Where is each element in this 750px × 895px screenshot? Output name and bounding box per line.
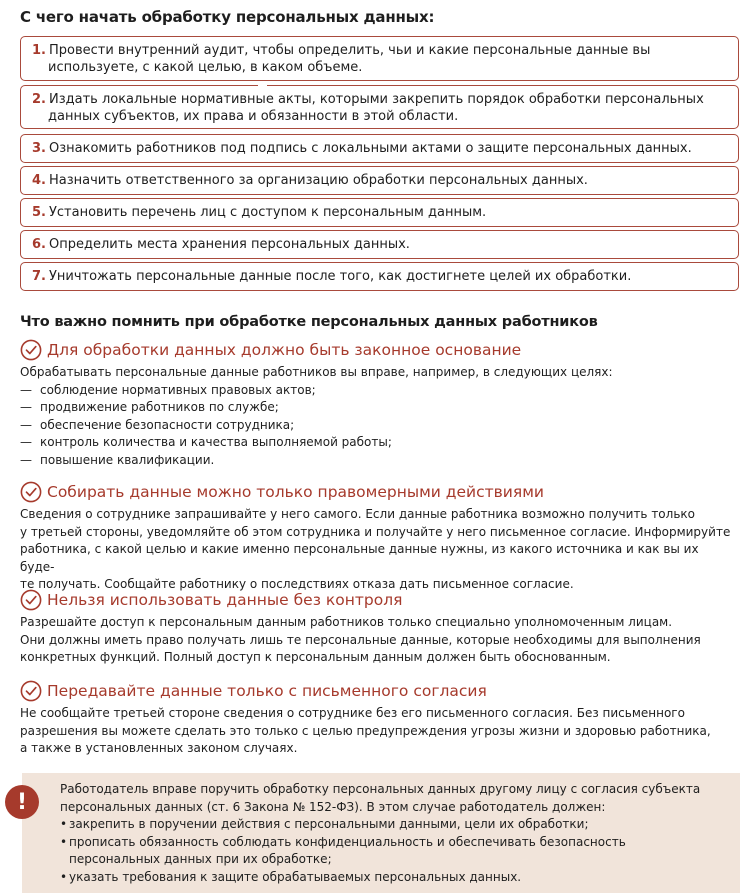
paragraph-line: а также в установленных законом случаях. (20, 741, 298, 755)
step-number: 4. (32, 173, 46, 188)
step-item (20, 36, 739, 81)
rule-body (20, 705, 735, 758)
section-title-remember: Что важно помнить при обработке персональных данных работников (20, 314, 598, 330)
rule-body (20, 364, 735, 469)
dash-bullet: — (20, 417, 32, 432)
note-text (60, 781, 730, 886)
step-number: 6. (32, 237, 46, 252)
bullet-dot: • (60, 834, 68, 849)
step-number: 7. (32, 269, 46, 284)
step-item (20, 262, 739, 291)
paragraph-line: Не сообщайте третьей стороне сведения о сотруднике без его письменного согласия. Без письменного (20, 706, 685, 720)
note-bullet-text: указать требования к защите обрабатываемых персональных данных. (69, 869, 522, 884)
dash-bullet: — (20, 400, 32, 414)
paragraph-line: Разрешайте доступ к персональным данным работников только специально уполномоченным лицам. (20, 615, 673, 629)
list-item-text: соблюдение нормативных правовых актов; (40, 382, 316, 397)
rule-title: Для обработки данных должно быть законное основание (47, 341, 522, 359)
border-gap (258, 84, 267, 87)
paragraph-line: конкретных функций. Полный доступ к персональным данным должен быть обоснованным. (20, 650, 611, 664)
section-title-getting-started: С чего начать обработку персональных данных: (20, 8, 435, 26)
list-item-text: обеспечение безопасности сотрудника; (40, 417, 295, 432)
paragraph-line: те получать. Сообщайте работнику о последствиях отказа дать письменное согласие. (20, 577, 574, 591)
rule-heading (20, 680, 487, 702)
rule-title: Собирать данные можно только правомерными действиями (47, 483, 544, 501)
step-text: Уничтожать персональные данные после того, как достигнете целей их обработки. (48, 269, 632, 284)
list-item (20, 417, 735, 435)
step-item (20, 230, 739, 259)
step-text: Издать локальные нормативные акты, которыми закрепить порядок обработки персональных (48, 92, 704, 107)
list-item (20, 434, 735, 452)
note-bullet-item (60, 816, 730, 834)
list-item (20, 399, 735, 417)
bullet-dot: • (60, 817, 68, 831)
exclamation-icon: ! (5, 785, 39, 819)
paragraph-line: работника, с какой целью и какие именно персональные данные нужны, из какого источника и как вы их буде- (20, 542, 699, 574)
dash-bullet: — (20, 452, 32, 467)
check-circle-icon (20, 589, 42, 611)
dash-bullet: — (20, 435, 32, 449)
step-text-cont: используете, с какой целью, в каком объеме. (48, 60, 363, 75)
rule-title: Нельзя использовать данные без контроля (47, 591, 403, 609)
step-text: Назначить ответственного за организацию обработки персональных данных. (48, 173, 588, 188)
step-text: Провести внутренний аудит, чтобы определить, чьи и какие персональные данные вы (48, 43, 651, 58)
paragraph-line: Они должны иметь право получать лишь те персональные данные, которые необходимы для выполнения (20, 632, 701, 647)
rule-heading (20, 589, 402, 611)
step-text: Ознакомить работников под подпись с локальными актами о защите персональных данных. (48, 141, 692, 156)
dash-bullet: — (20, 382, 32, 397)
step-item (20, 198, 739, 227)
rule-heading (20, 481, 544, 503)
rule-heading (20, 339, 521, 361)
note-bullet-text: закрепить в поручении действия с персональными данными, цели их обработки; (69, 817, 589, 831)
check-circle-icon (20, 680, 42, 702)
list-item (20, 382, 735, 400)
rule-title: Передавайте данные только с письменного согласия (47, 682, 487, 700)
step-number: 3. (32, 141, 46, 156)
step-text-cont: данных субъектов, их права и обязанности в этой области. (48, 109, 459, 124)
step-number: 2. (32, 92, 46, 107)
step-number: 5. (32, 205, 46, 220)
step-number: 1. (32, 43, 46, 58)
rule-intro: Обрабатывать персональные данные работников вы вправе, например, в следующих целях: (20, 365, 613, 379)
list-item-text: контроль количества и качества выполняемой работы; (40, 435, 392, 449)
paragraph-line: у третьей стороны, уведомляйте об этом сотрудника и получайте у него письменное согласие. Информируйте (20, 524, 731, 539)
paragraph-line: разрешения вы можете сделать это только с целью предупреждения угрозы жизни и здоровью работника, (20, 723, 711, 738)
step-text: Определить места хранения персональных данных. (48, 237, 410, 252)
note-bullet-text-cont: персональных данных при их обработке; (69, 852, 332, 866)
note-bullet-text: прописать обязанность соблюдать конфиденциальность и обеспечивать безопасность (69, 834, 626, 849)
check-circle-icon (20, 339, 42, 361)
rule-body (20, 506, 735, 594)
note-line: персональных данных (ст. 6 Закона № 152-ФЗ). В этом случае работодатель должен: (60, 799, 606, 814)
note-line: Работодатель вправе поручить обработку персональных данных другому лицу с согласия субъекта (60, 782, 701, 796)
list-item-text: продвижение работников по службе; (40, 400, 279, 414)
note-bullet-item (60, 869, 730, 887)
check-circle-icon (20, 481, 42, 503)
paragraph-line: Сведения о сотруднике запрашивайте у него самого. Если данные работника возможно получить только (20, 507, 695, 521)
bullet-dot: • (60, 869, 68, 884)
rule-body (20, 614, 735, 667)
note-bullet-item (60, 834, 730, 869)
step-item (20, 134, 739, 163)
step-text: Установить перечень лиц с доступом к персональным данным. (48, 205, 487, 220)
step-item (20, 85, 739, 129)
step-item (20, 166, 739, 195)
list-item-text: повышение квалификации. (40, 452, 215, 467)
list-item (20, 452, 735, 470)
